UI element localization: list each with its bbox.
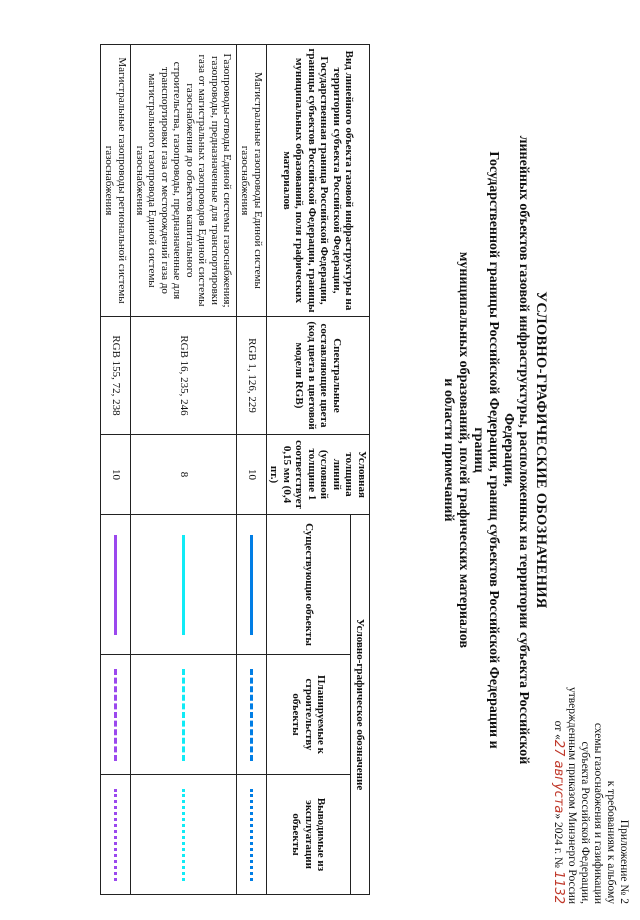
header-ugo: Условно-графическое обозначение xyxy=(351,515,370,895)
handwritten-number: 1132 xyxy=(551,870,566,904)
appendix-date-line xyxy=(551,574,565,904)
heading-line-3: муниципальных образований, полей графических материалов xyxy=(456,251,471,649)
planned-line-sample xyxy=(114,669,117,761)
date-suffix: » 2024 г. № xyxy=(552,813,564,869)
row-rgb: RGB 16, 235, 246 xyxy=(131,317,237,435)
appendix-line-2: к требованиям к альбому xyxy=(605,780,617,904)
existing-line-sample xyxy=(182,535,185,635)
decommissioned-line-sample xyxy=(182,789,185,881)
table-row xyxy=(131,45,237,895)
legend-table xyxy=(100,44,370,895)
header-existing: Существующие объекты xyxy=(267,515,351,655)
row-object-type: Газопроводы-отводы Единой системы газоснабжения; газопроводы, предназначенные для транспортировки газа от магистральных газопроводов Единой системы газоснабжения до объектов капитального строительства, газопроводы, предназначенные для транспортировки газа от месторождений газа до магистрального газопровода Единой системы газоснабжения xyxy=(131,45,237,317)
decommissioned-line-sample xyxy=(114,789,117,881)
table-row xyxy=(237,45,267,895)
appendix-note xyxy=(551,574,630,904)
heading-line-2: Государственной границы Российской Федерации, границ субъектов Российской Федерации и границ xyxy=(471,151,501,749)
decommissioned-line-sample xyxy=(250,789,253,881)
date-prefix: от « xyxy=(552,720,564,740)
row-object-type: Магистральные газопроводы Единой системы газоснабжения xyxy=(237,45,267,317)
header-thickness: Условная толщина линий (условной толщине 1 соответствует 0,15 мм (0,4 пт.) xyxy=(267,435,370,515)
row-rgb: RGB 1, 126, 229 xyxy=(237,317,267,435)
header-planned: Планируемые к строительству объекты xyxy=(267,655,351,775)
appendix-line-4: субъекта Российской Федерации, xyxy=(579,741,591,904)
row-thickness: 8 xyxy=(131,435,237,515)
table-row xyxy=(101,45,131,895)
existing-line-sample xyxy=(250,535,253,635)
header-spectral: Спектральные составляющие цвета (код цвета в цветовой модели RGB) xyxy=(267,317,370,435)
appendix-line-3: схемы газоснабжения и газификации xyxy=(592,722,604,904)
appendix-line-5: утвержденным приказом Минэнерго России xyxy=(566,686,578,904)
handwritten-date: 27 августа xyxy=(551,739,566,814)
header-object-type: Вид линейного объекта газовой инфраструктуры на территории субъекта Российской Федерации, Государственная граница Российской Федерации, границы субъектов Российской Федерации, границы муниципальных образований, поля графических материалов xyxy=(267,45,370,317)
heading-line-4: и области примечаний xyxy=(441,378,456,522)
appendix-line-1: Приложение № 2 xyxy=(618,819,630,904)
heading-line-1: линейных объектов газовой инфраструктуры, расположенных на территории субъекта Российской Федерации, xyxy=(501,135,531,765)
planned-line-sample xyxy=(182,669,185,761)
row-rgb: RGB 155, 72, 238 xyxy=(101,317,131,435)
planned-line-sample xyxy=(250,669,253,761)
heading-title: УСЛОВНО-ГРАФИЧЕСКИЕ ОБОЗНАЧЕНИЯ xyxy=(533,291,549,609)
document-heading xyxy=(441,130,548,770)
row-object-type: Магистральные газопроводы региональной системы газоснабжения xyxy=(101,45,131,317)
header-decommissioned: Выводимые из эксплуатации объекты xyxy=(267,775,351,895)
row-thickness: 10 xyxy=(237,435,267,515)
row-thickness: 10 xyxy=(101,435,131,515)
existing-line-sample xyxy=(114,535,117,635)
